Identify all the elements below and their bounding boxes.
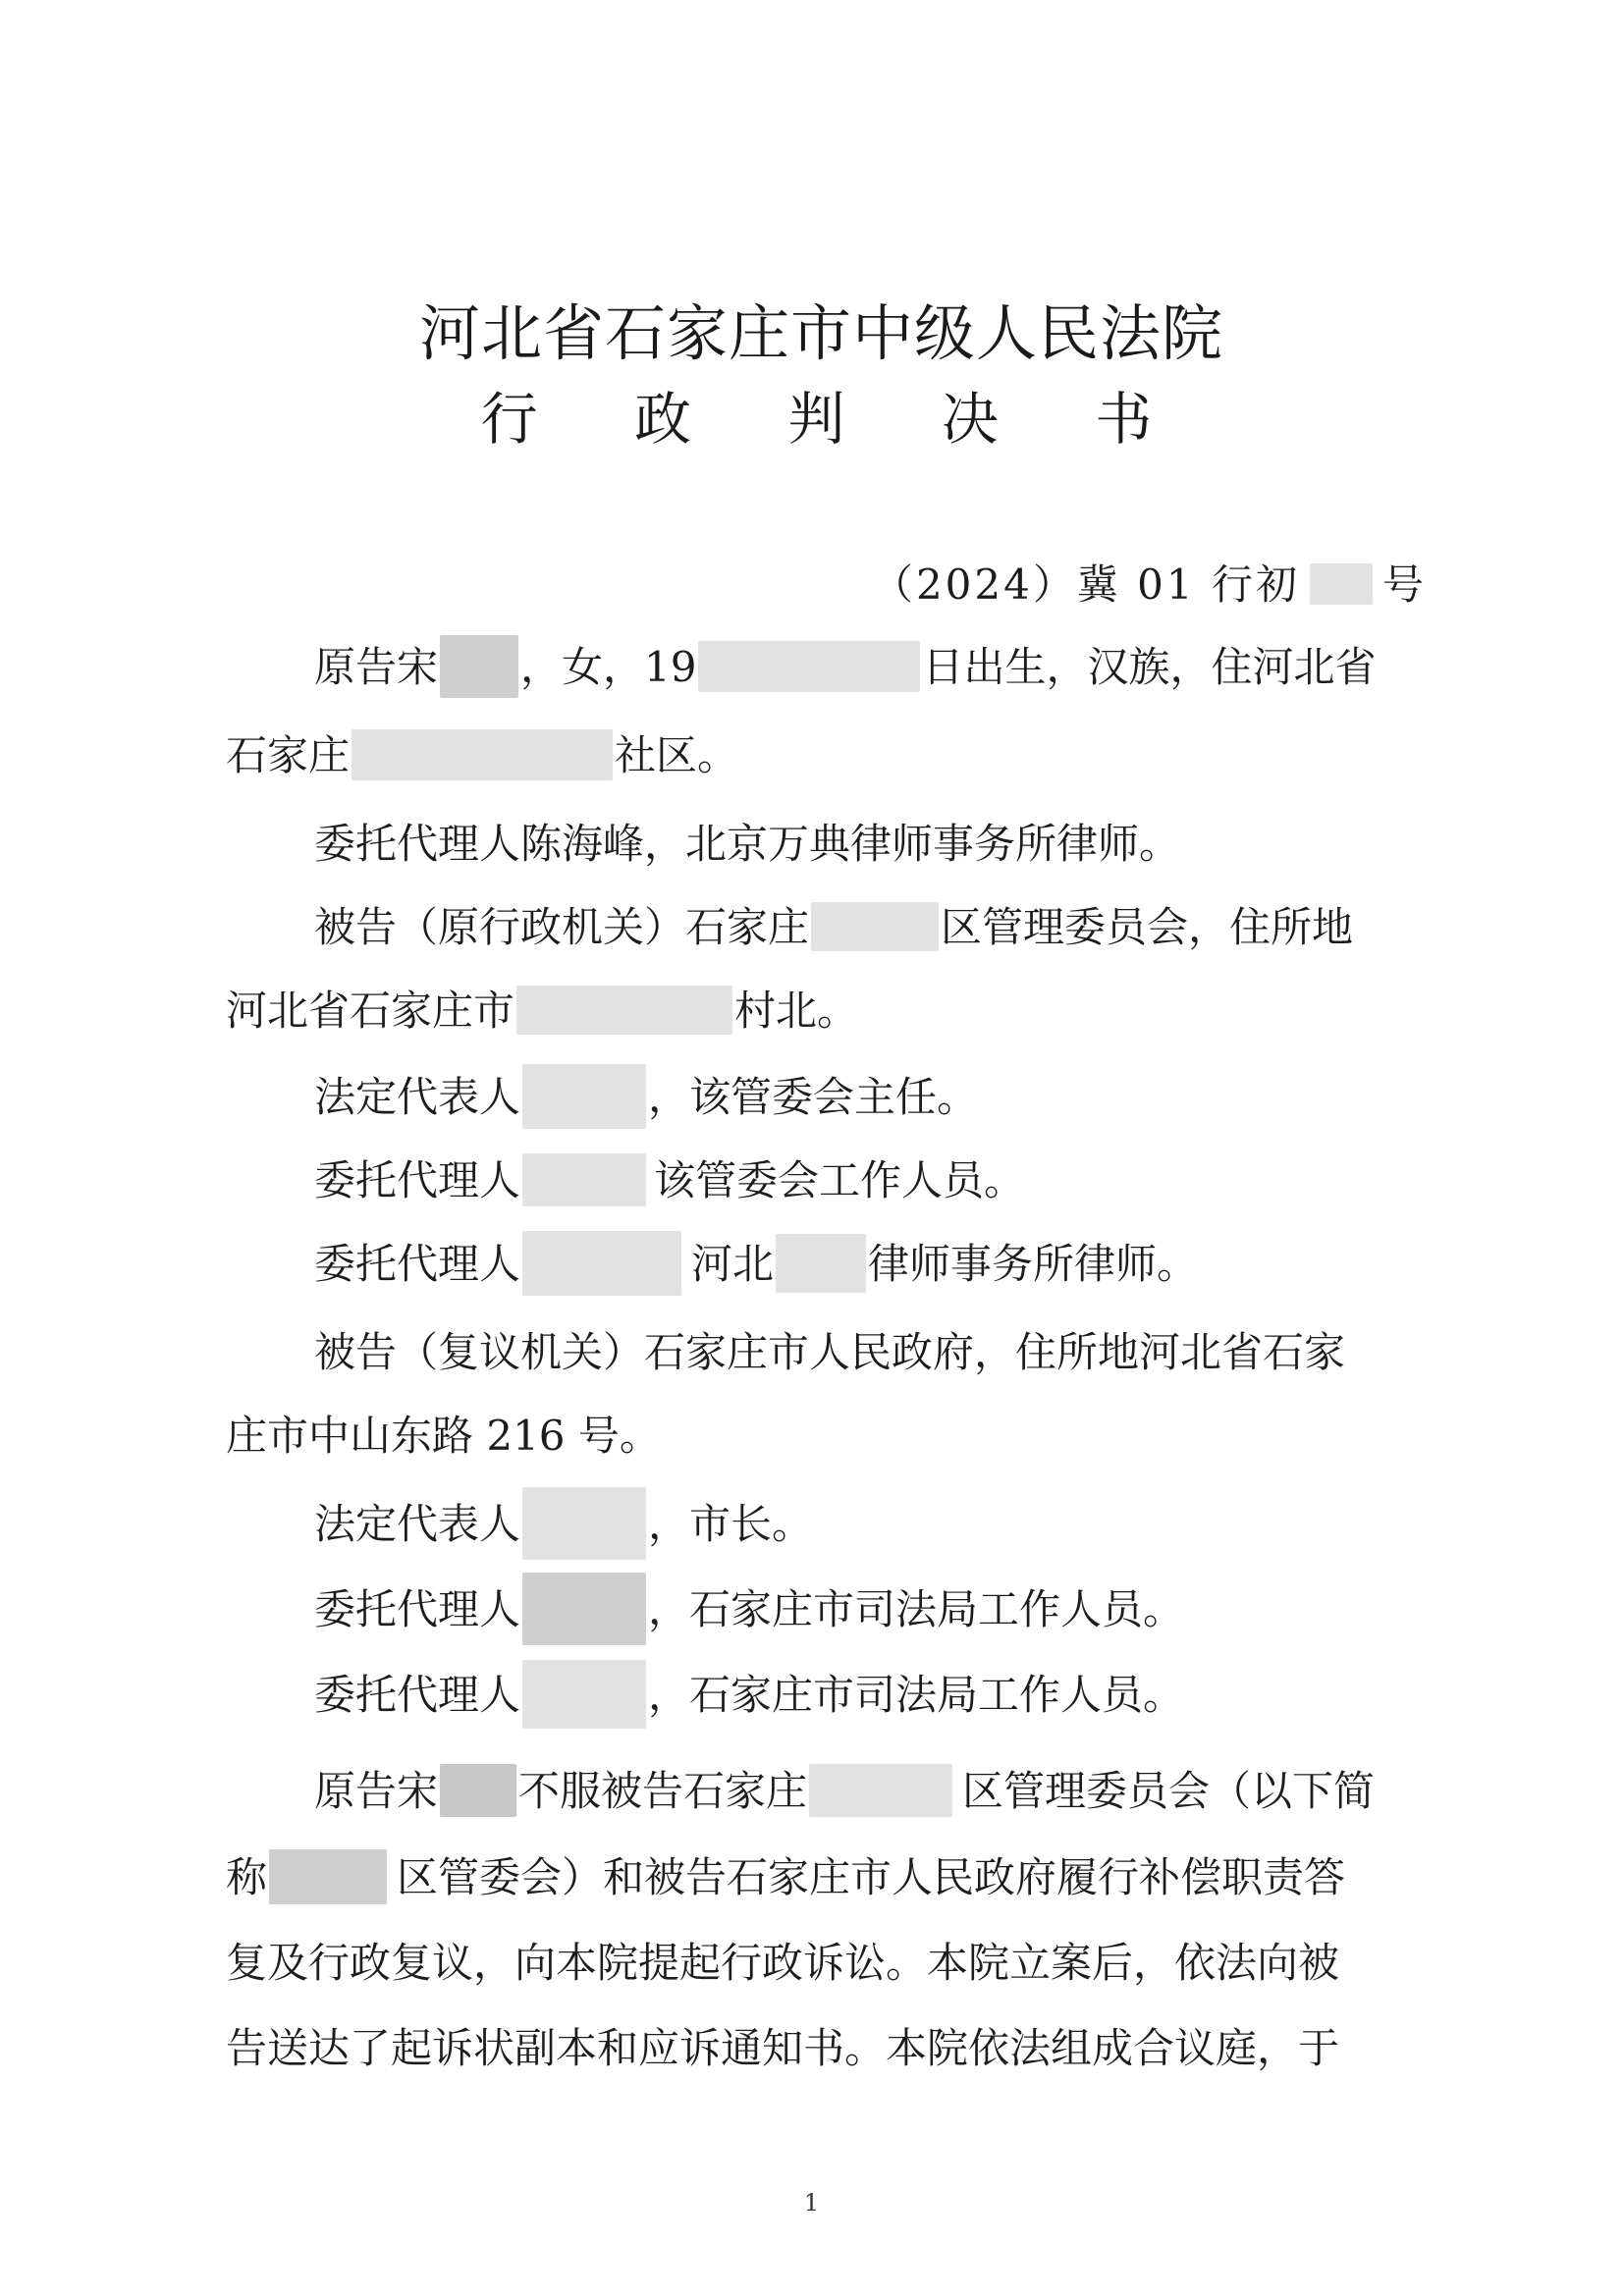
- agent-line-4: [314, 1580, 1184, 1639]
- defendant1-line-1: [314, 898, 1353, 957]
- agent-line-5: [314, 1666, 1184, 1725]
- representative-line-1: [314, 1068, 978, 1127]
- text-segment: 委托代理人: [314, 1585, 521, 1633]
- defendant1-line-2: [226, 982, 858, 1041]
- text-segment: 原告宋: [314, 1767, 439, 1815]
- text-segment: 区管理委员会，住所地: [941, 903, 1354, 951]
- text-segment: 委托代理人: [314, 1156, 521, 1204]
- text-segment: 法定代表人: [314, 1500, 521, 1548]
- redacted-block: [522, 1064, 646, 1129]
- redacted-block: [516, 986, 732, 1035]
- case-number: [872, 556, 1427, 614]
- agent-line-1: 委托代理人陈海峰，北京万典律师事务所律师。: [314, 820, 1181, 868]
- page-number: 1: [803, 2189, 820, 2216]
- text-segment: 区管委会）和被告石家庄市人民政府履行补偿职责答: [397, 1853, 1346, 1901]
- text-segment: 法定代表人: [314, 1073, 521, 1121]
- body-line-1: [314, 1762, 1375, 1821]
- text-segment: 原告宋: [314, 643, 439, 691]
- agent-line-2: [314, 1151, 1025, 1210]
- text-segment: ，市长。: [648, 1500, 814, 1548]
- agent-line-3: [314, 1235, 1198, 1294]
- document-type: 行 政 判 决 书: [480, 386, 1192, 453]
- text-segment: 律师事务所律师。: [868, 1240, 1199, 1288]
- text-segment: 该管委会工作人员。: [654, 1156, 1026, 1204]
- redacted-block: [352, 729, 613, 780]
- case-number-suffix: 号: [1381, 561, 1427, 609]
- text-segment: 区管理委员会（以下简: [962, 1767, 1376, 1815]
- text-segment: 委托代理人: [314, 1240, 521, 1288]
- text-segment: 被告（原行政机关）石家庄: [314, 903, 810, 951]
- redacted-block: [522, 1573, 646, 1645]
- redacted-block: [811, 902, 939, 951]
- defendant2-line-2: 庄市中山东路 216 号。: [226, 1412, 661, 1460]
- text-segment: 不服被告石家庄: [518, 1767, 808, 1815]
- text-segment: 社区。: [615, 731, 739, 779]
- plaintiff-line-2: [226, 726, 738, 785]
- redacted-block: [440, 1764, 516, 1817]
- text-segment: 委托代理人: [314, 1671, 521, 1719]
- text-segment: ，女，19: [520, 643, 697, 691]
- text-segment: 称: [226, 1853, 268, 1901]
- case-number-prefix: （2024）冀 01 行初: [871, 561, 1300, 609]
- representative-line-2: [314, 1495, 813, 1554]
- text-segment: ，石家庄市司法局工作人员。: [648, 1671, 1185, 1719]
- redacted-block: [522, 1487, 646, 1560]
- body-line-2: [226, 1848, 1345, 1907]
- redacted-block: [522, 1660, 646, 1729]
- text-segment: ，石家庄市司法局工作人员。: [648, 1585, 1185, 1633]
- text-segment: ，该管委会主任。: [648, 1073, 979, 1121]
- redacted-block: [269, 1849, 387, 1904]
- plaintiff-line-1: [314, 638, 1376, 697]
- court-name: 河北省石家庄市中级人民法院: [418, 297, 1223, 369]
- text-segment: 河北省石家庄市: [226, 987, 515, 1035]
- redacted-block: [440, 635, 518, 698]
- text-segment: 河北: [691, 1240, 775, 1288]
- redacted-block: [809, 1764, 952, 1817]
- redacted-block: [776, 1234, 866, 1293]
- body-line-4: 告送达了起诉状副本和应诉通知书。本院依法组成合议庭，于: [226, 2024, 1340, 2072]
- redacted-block: [522, 1153, 646, 1206]
- redacted-block: [698, 641, 920, 692]
- text-segment: 村北。: [734, 987, 859, 1035]
- text-segment: 日出生，汉族，住河北省: [922, 643, 1377, 691]
- text-segment: 石家庄: [226, 731, 351, 779]
- body-line-3: 复及行政复议，向本院提起行政诉讼。本院立案后，依法向被: [226, 1939, 1340, 1987]
- redacted-block: [522, 1231, 681, 1296]
- defendant2-line-1: 被告（复议机关）石家庄市人民政府，住所地河北省石家: [314, 1328, 1346, 1376]
- redacted-block: [1310, 563, 1373, 605]
